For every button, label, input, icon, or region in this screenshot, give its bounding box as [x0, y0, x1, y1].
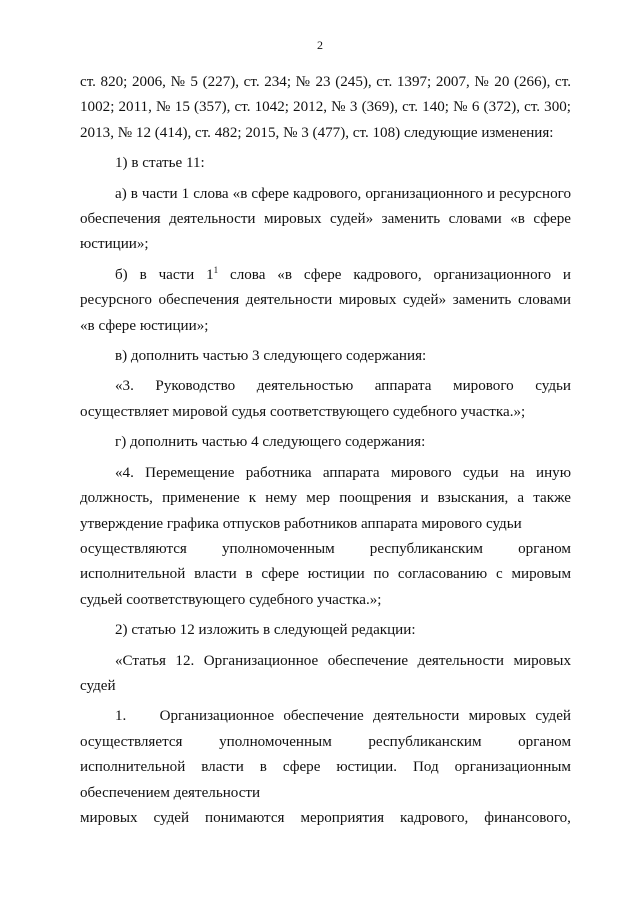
article-12-word: судей [535, 708, 571, 725]
article-12-heading: «Статья 12. Организационное обеспечение деятельности мировых судей [80, 652, 571, 694]
part-4-spread-line [80, 537, 571, 562]
paragraph-part-4-text [80, 461, 571, 613]
document-body [80, 70, 571, 831]
paragraph-item-1: 1) в статье 11: [115, 155, 205, 172]
part-4-word: органом [518, 540, 571, 557]
part-4-main-text: «4. Перемещение работника аппарата мирового судьи на иную должность, применение к нему мер поощрения и взыскания, а также утверждение графика отпусков работников аппарата мирового судьи [80, 464, 571, 532]
article-12-last-line [80, 806, 571, 831]
paragraph-references: ст. 820; 2006, № 5 (227), ст. 234; № 23 (245), ст. 1397; 2007, № 20 (266), ст. 1002; 2011, № 15 (357), ст. 1042; 2012, № 3 (369), ст. 140; № 6 (372), ст. 300; 2013, № 12 (414), ст. 482; 2015, № 3 (477), ст. 108) следующие изменения: [80, 74, 571, 141]
paragraph-subitem-g: г) дополнить частью 4 следующего содержания: [115, 434, 426, 451]
article-12-middle-text: осуществляется уполномоченным республиканским органом исполнительной власти в сфере юстиции. Под организационным обеспечением деятельности [80, 733, 571, 801]
part-4-word: уполномоченным [221, 540, 335, 557]
article-12-word: финансового, [484, 809, 571, 826]
paragraph-item-2: 2) статью 12 изложить в следующей редакции: [115, 622, 416, 639]
part-4-word: осуществляются [80, 540, 187, 557]
paragraph-part-3-text: «3. Руководство деятельностью аппарата мирового судьи осуществляет мировой судья соответствующего судебного участка.»; [80, 378, 571, 420]
article-12-word: мероприятия [300, 809, 385, 826]
paragraph-subitem-b [80, 263, 571, 339]
article-12-word: 1. [115, 708, 127, 725]
article-12-word: деятельности [372, 708, 460, 725]
paragraph-subitem-a: а) в части 1 слова «в сфере кадрового, организационного и ресурсного обеспечения деятельности мировых судей» заменить словами «в сфере юстиции»; [80, 185, 571, 253]
article-12-word: Организационное [159, 708, 275, 725]
paragraph-article-12-part-1 [80, 704, 571, 831]
article-12-first-line [80, 704, 571, 729]
article-12-word: мировых [468, 708, 527, 725]
subitem-b-end: слова «в сфере кадрового, организационного и ресурсного обеспечения деятельности мировых судей» заменить словами «в сфере юстиции»; [80, 266, 571, 334]
page-number: 2 [317, 38, 323, 52]
article-12-word: судей [153, 809, 190, 826]
subitem-b-start: б) в части 1 [115, 266, 214, 283]
article-12-word: обеспечение [283, 708, 364, 725]
part-4-end-text: исполнительной власти в сфере юстиции по согласованию с мировым судьей соответствующего судебного участка.»; [80, 566, 571, 608]
article-12-word: кадрового, [400, 809, 469, 826]
part-4-word: республиканским [369, 540, 483, 557]
subitem-b-superscript: 1 [213, 264, 219, 275]
paragraph-subitem-v: в) дополнить частью 3 следующего содержания: [115, 348, 427, 365]
article-12-word: мировых [80, 809, 138, 826]
article-12-word: понимаются [205, 809, 285, 826]
